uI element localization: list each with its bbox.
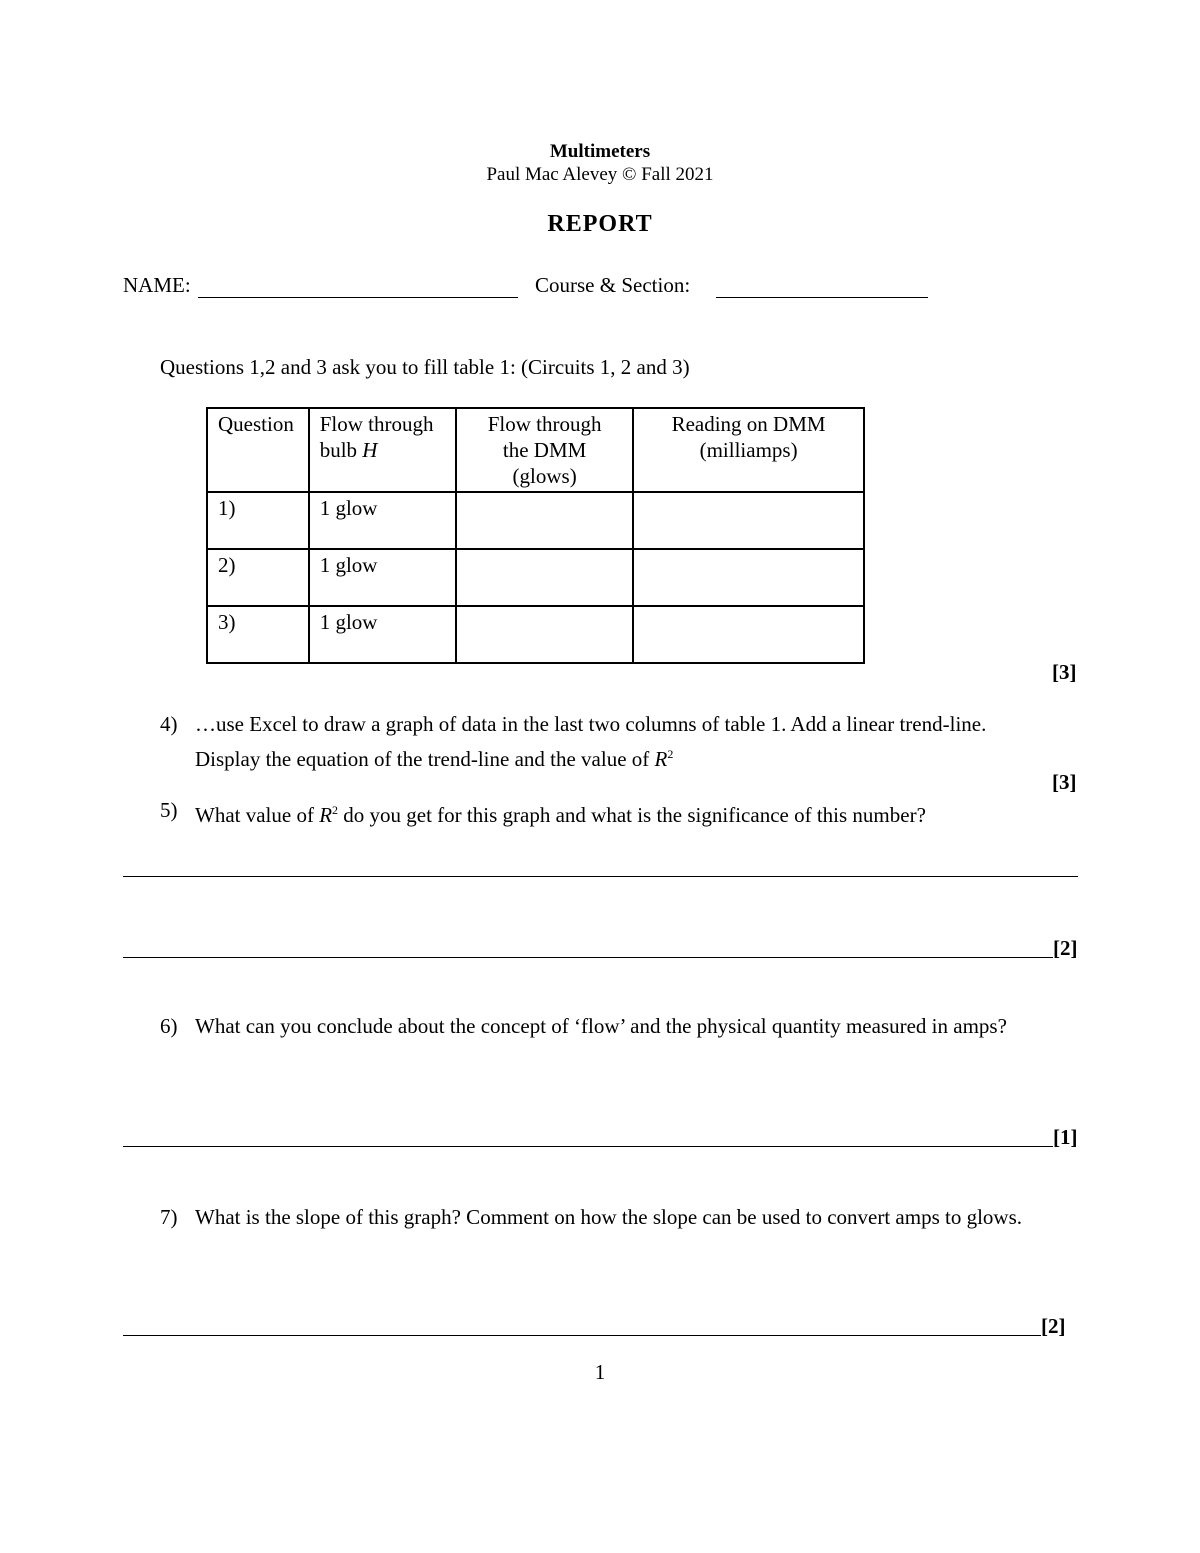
question-number: 6) [160,1014,178,1038]
table-row [207,606,864,663]
question-text-line2: Display the equation of the trend-line and the value of $R^2$ [195,747,674,771]
name-field[interactable] [198,297,518,298]
header-reading-dmm: Reading on DMM (milliamps) [633,408,864,492]
header-question: Question [207,408,309,492]
row-question: 1) [207,492,309,549]
row-flow-dmm-cell[interactable] [456,492,633,549]
answer-line[interactable] [123,1146,1053,1147]
answer-line[interactable] [123,957,1053,958]
row-flow-bulb: 1 glow [309,492,456,549]
table-row [207,549,864,606]
table-header-row [207,408,864,492]
row-reading-cell[interactable] [633,492,864,549]
row-reading-cell[interactable] [633,549,864,606]
row-reading-cell[interactable] [633,606,864,663]
question-mark: [2] [1053,936,1078,960]
row-flow-dmm-cell[interactable] [456,549,633,606]
document-title: Multimeters [549,141,651,162]
question-text: …use Excel to draw a graph of data in the last two columns of table 1. Add a linear trend-line. [195,712,987,736]
row-flow-bulb: 1 glow [309,606,456,663]
question-text: What value of $R^2$ do you get for this graph and what is the significance of this number? [195,803,926,827]
page-number: 1 [594,1360,606,1384]
header-flow-bulb: Flow through bulb H [309,408,456,492]
question-text: What can you conclude about the concept of ‘flow’ and the physical quantity measured in amps? [195,1014,1007,1038]
document-author: Paul Mac Alevey © Fall 2021 [486,164,714,185]
question-mark: [3] [1052,770,1077,794]
row-question: 3) [207,606,309,663]
row-flow-bulb: 1 glow [309,549,456,606]
question-mark: [1] [1053,1125,1078,1149]
question-mark: [2] [1041,1314,1066,1338]
report-heading: REPORT [547,211,653,237]
answer-line[interactable] [123,876,1078,877]
course-section-field[interactable] [716,297,928,298]
table-instructions: Questions 1,2 and 3 ask you to fill table 1: (Circuits 1, 2 and 3) [160,355,690,379]
question-number: 5) [160,798,178,822]
row-question: 2) [207,549,309,606]
course-section-label: Course & Section: [535,273,691,297]
row-flow-dmm-cell[interactable] [456,606,633,663]
question-text: What is the slope of this graph? Comment on how the slope can be used to convert amps to glows. [195,1205,1023,1229]
question-number: 7) [160,1205,178,1229]
results-table [206,407,865,664]
table-row [207,492,864,549]
question-number: 4) [160,712,178,736]
header-flow-dmm: Flow through the DMM (glows) [456,408,633,492]
table-mark: [3] [1052,660,1077,684]
answer-line[interactable] [123,1335,1041,1336]
name-label: NAME: [123,273,191,297]
